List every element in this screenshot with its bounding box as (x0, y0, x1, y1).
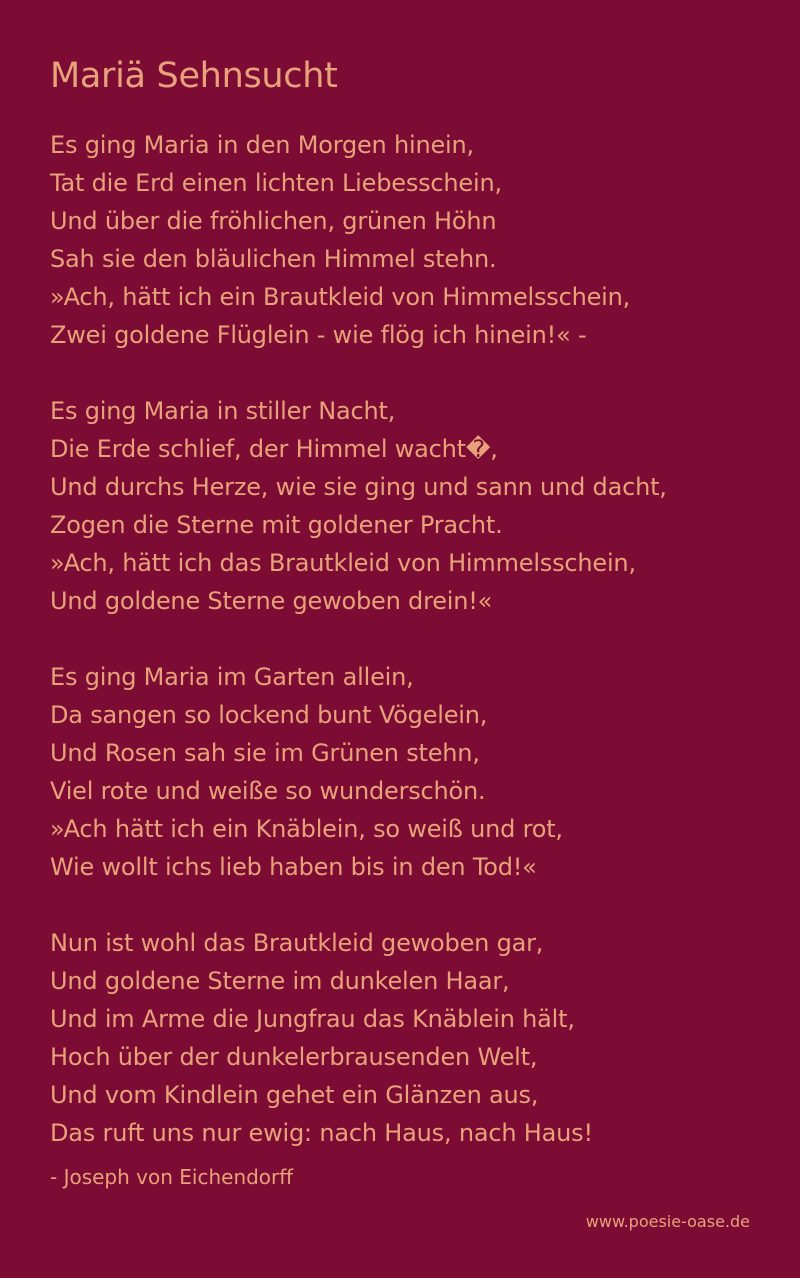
poem-line: Da sangen so lockend bunt Vögelein, (50, 701, 488, 729)
poem-line: Sah sie den bläulichen Himmel stehn. (50, 245, 497, 273)
poem-line: Und vom Kindlein gehet ein Glänzen aus, (50, 1081, 539, 1109)
poem-line: Und Rosen sah sie im Grünen stehn, (50, 739, 480, 767)
website-link[interactable]: www.poesie-oase.de (585, 1212, 750, 1231)
poem-line: Zwei goldene Flüglein - wie flög ich hinein!« - (50, 321, 587, 349)
poem-line: Es ging Maria im Garten allein, (50, 663, 414, 691)
poem-line: Das ruft uns nur ewig: nach Haus, nach Haus! (50, 1119, 593, 1147)
poem-line: Und goldene Sterne im dunkelen Haar, (50, 967, 510, 995)
poem-line: »Ach hätt ich ein Knäblein, so weiß und rot, (50, 815, 563, 843)
poem-line: »Ach, hätt ich ein Brautkleid von Himmelsschein, (50, 283, 631, 311)
stanza-4 (50, 924, 770, 1152)
poem-line: Tat die Erd einen lichten Liebesschein, (50, 169, 502, 197)
poem-line: Die Erde schlief, der Himmel wacht�, (50, 435, 498, 463)
poem-line: »Ach, hätt ich das Brautkleid von Himmelsschein, (50, 549, 636, 577)
poem-line: Hoch über der dunkelerbrausenden Welt, (50, 1043, 538, 1071)
poem-line: Wie wollt ichs lieb haben bis in den Tod!« (50, 853, 537, 881)
poem-line: Nun ist wohl das Brautkleid gewoben gar, (50, 929, 544, 957)
poem-author: - Joseph von Eichendorff (50, 1165, 294, 1189)
poem-line: Es ging Maria in den Morgen hinein, (50, 131, 474, 159)
poem-line: Es ging Maria in stiller Nacht, (50, 397, 396, 425)
poem-line: Viel rote und weiße so wunderschön. (50, 777, 486, 805)
poem-line: Zogen die Sterne mit goldener Pracht. (50, 511, 503, 539)
poem-body (50, 126, 770, 1190)
poem-line: Und über die fröhlichen, grünen Höhn (50, 207, 497, 235)
stanza-2 (50, 392, 770, 620)
poem-line: Und im Arme die Jungfrau das Knäblein hält, (50, 1005, 575, 1033)
poem-line: Und durchs Herze, wie sie ging und sann und dacht, (50, 473, 667, 501)
poem-line: Und goldene Sterne gewoben drein!« (50, 587, 493, 615)
stanza-1 (50, 126, 770, 354)
stanza-3 (50, 658, 770, 886)
poem-title: Mariä Sehnsucht (50, 56, 338, 96)
